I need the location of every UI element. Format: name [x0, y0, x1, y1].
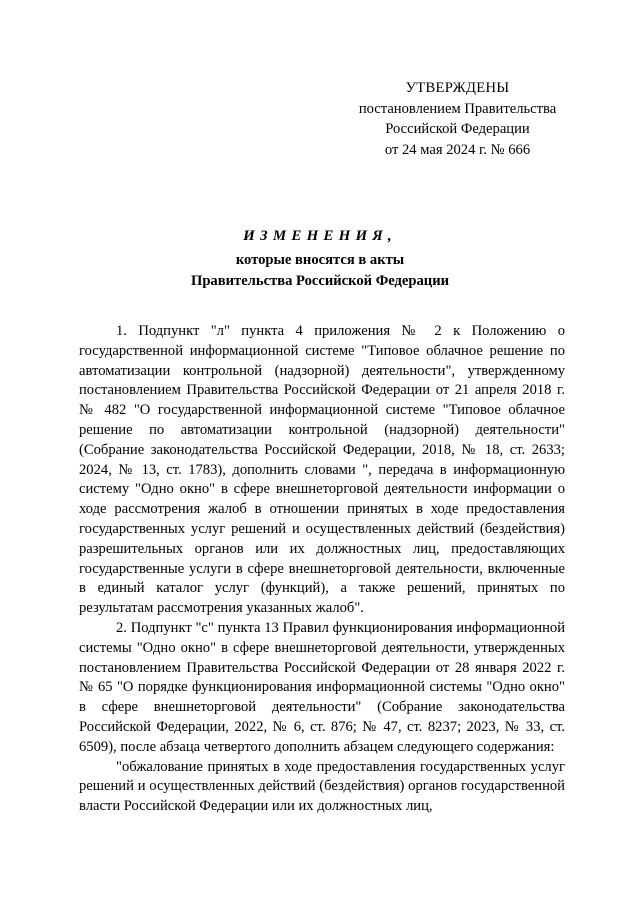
paragraph-3: "обжалование принятых в ходе предоставления государственных услуг решений и осуществленных действий (бездействия) органов государственной власти Российской Федерации или их должностных лиц,	[79, 758, 565, 815]
document-subtitle	[0, 250, 640, 291]
document-body	[79, 322, 565, 817]
paragraph-2: 2. Подпункт "с" пункта 13 Правил функционирования информационной системы "Одно окно" в сфере внешнеторговой деятельности, утвержденных постановлением Правительства Российской Федерации от 28 января 2022 г. № 65 "О порядке функционирования информационной системы "Одно окно" в сфере внешнеторговой деятельности" (Собрание законодательства Российской Федерации, 2022, № 6, ст. 876; № 47, ст. 8237; 2023, № 33, ст. 6509), после абзаца четвертого дополнить абзацем следующего содержания:	[79, 619, 565, 755]
document-title: ИЗМЕНЕНИЯ,	[243, 228, 397, 244]
approval-line-1: постановлением Правительства	[358, 100, 557, 117]
subtitle-line-2: Правительства Российской Федерации	[190, 272, 450, 289]
paragraph-1: 1. Подпункт "л" пункта 4 приложения № 2 к Положению о государственной информационной системе "Типовое облачное решение по автоматизации контрольной (надзорной) деятельности", утвержденному постановлением Правительства Российской Федерации от 21 апреля 2018 г. № 482 "О государственной информационной системе "Типовое облачное решение по автоматизации контрольной (надзорной) деятельности" (Собрание законодательства Российской Федерации, 2018, № 18, ст. 2633; 2024, № 13, ст. 1783), дополнить словами ", передача в информационную систему "Одно окно" в сфере внешнеторговой деятельности информации о ходе рассмотрения жалоб в отношении принятых в ходе предоставления государственных услуг решений и осуществленных действий (бездействия) разрешительных органов или их должностных лиц, предоставляющих государственные услуги в сфере внешнеторговой деятельности, включенные в единый каталог услуг (функций), а также решений, принятых по результатам рассмотрения указанных жалоб".	[79, 323, 565, 617]
approval-heading: УТВЕРЖДЕНЫ	[405, 80, 510, 96]
approval-stamp	[330, 78, 585, 160]
approval-line-2: Российской Федерации	[385, 121, 530, 137]
document-title-block	[0, 226, 640, 291]
approval-line-3: от 24 мая 2024 г. № 666	[384, 141, 531, 158]
subtitle-line-1: которые вносятся в акты	[235, 252, 405, 268]
